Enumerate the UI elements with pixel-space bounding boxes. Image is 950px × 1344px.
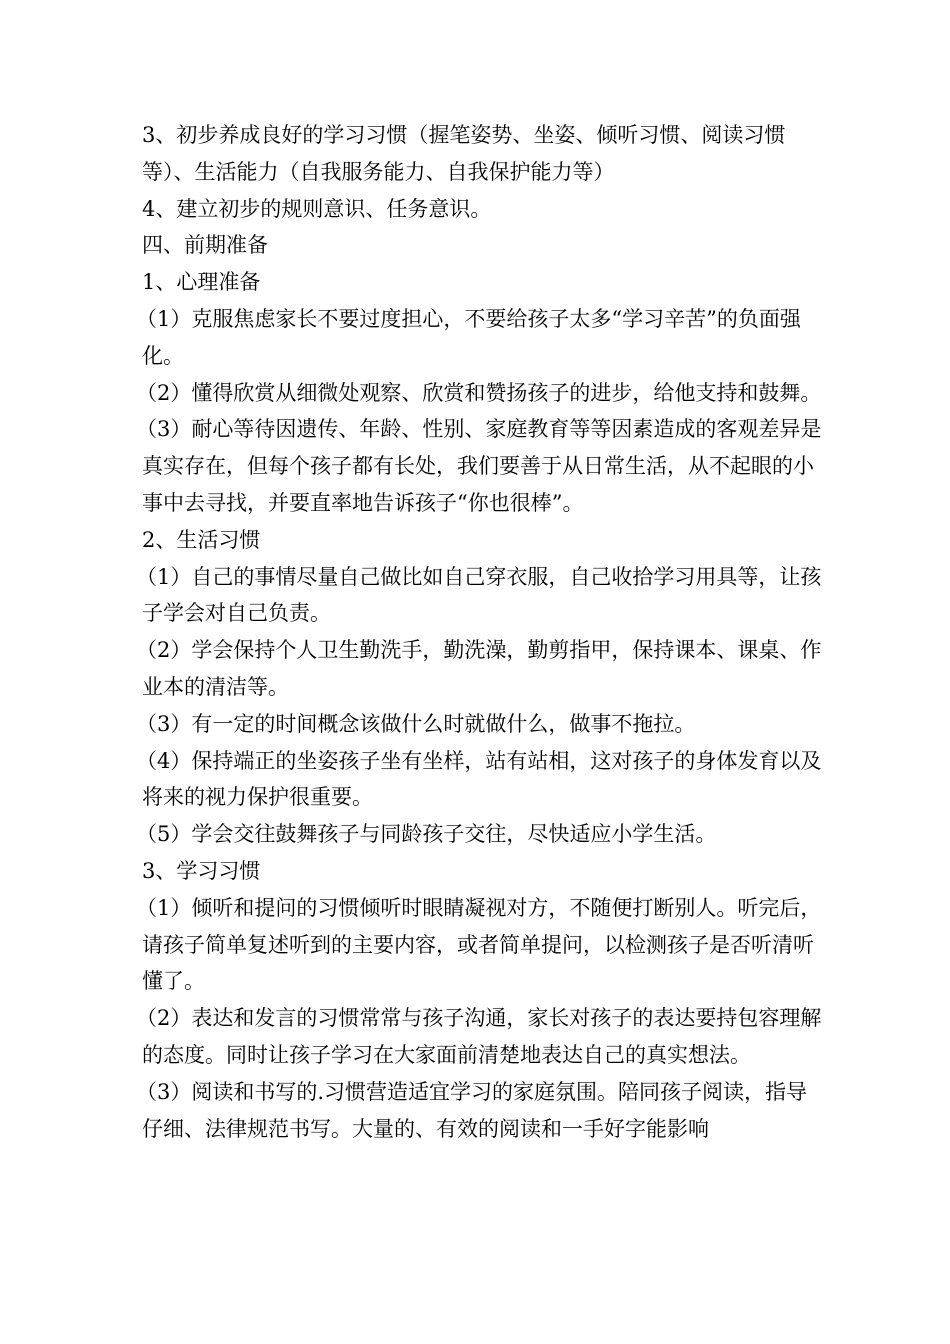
document-body xyxy=(136,117,822,1147)
section-heading-preparation: 四、前期准备 xyxy=(142,233,268,258)
study-item-2: （2）表达和发言的习惯常常与孩子沟通，家长对孩子的表达要持包容理解的态度。同时让孩子学习在大家面前清楚地表达自己的真实想法。 xyxy=(136,1006,822,1067)
life-item-5: （5）学会交往鼓舞孩子与同龄孩子交往，尽快适应小学生活。 xyxy=(136,822,717,847)
goal-item-3: 3、初步养成良好的学习习惯（握笔姿势、坐姿、倾听习惯、阅读习惯等）、生活能力（自我服务能力、自我保护能力等） xyxy=(142,123,786,184)
study-item-1: （1）倾听和提问的习惯倾听时眼睛凝视对方，不随便打断别人。听完后，请孩子简单复述听到的主要内容，或者简单提问，以检测孩子是否听清听懂了。 xyxy=(136,895,822,994)
psych-item-3: （3）耐心等待因遗传、年龄、性别、家庭教育等等因素造成的客观差异是真实存在，但每个孩子都有长处，我们要善于从日常生活，从不起眼的小事中去寻找，并要直率地告诉孩子“你也很棒”。 xyxy=(136,417,822,515)
subheading-study-habits: 3、学习习惯 xyxy=(142,858,261,883)
psych-item-2: （2）懂得欣赏从细微处观察、欣赏和赞扬孩子的进步，给他支持和鼓舞。 xyxy=(136,380,822,405)
life-item-4: （4）保持端正的坐姿孩子坐有坐样，站有站相，这对孩子的身体发育以及将来的视力保护很重要。 xyxy=(136,748,822,810)
subheading-psychological: 1、心理准备 xyxy=(142,270,261,295)
life-item-1: （1）自己的事情尽量自己做比如自己穿衣服，自己收拾学习用具等，让孩子学会对自己负责。 xyxy=(136,564,822,626)
study-item-3: （3）阅读和书写的.习惯营造适宜学习的家庭氛围。陪同孩子阅读，指导仔细、法律规范书写。大量的、有效的阅读和一手好字能影响 xyxy=(136,1079,808,1141)
life-item-3: （3）有一定的时间概念该做什么时就做什么，做事不拖拉。 xyxy=(136,711,696,736)
psych-item-1: （1）克服焦虑家长不要过度担心，不要给孩子太多“学习辛苦”的负面强化。 xyxy=(136,306,801,368)
subheading-life-habits: 2、生活习惯 xyxy=(142,527,261,552)
goal-item-4: 4、建立初步的规则意识、任务意识。 xyxy=(142,196,492,221)
life-item-2: （2）学会保持个人卫生勤洗手，勤洗澡，勤剪指甲，保持课本、课桌、作业本的清洁等。 xyxy=(136,638,822,699)
